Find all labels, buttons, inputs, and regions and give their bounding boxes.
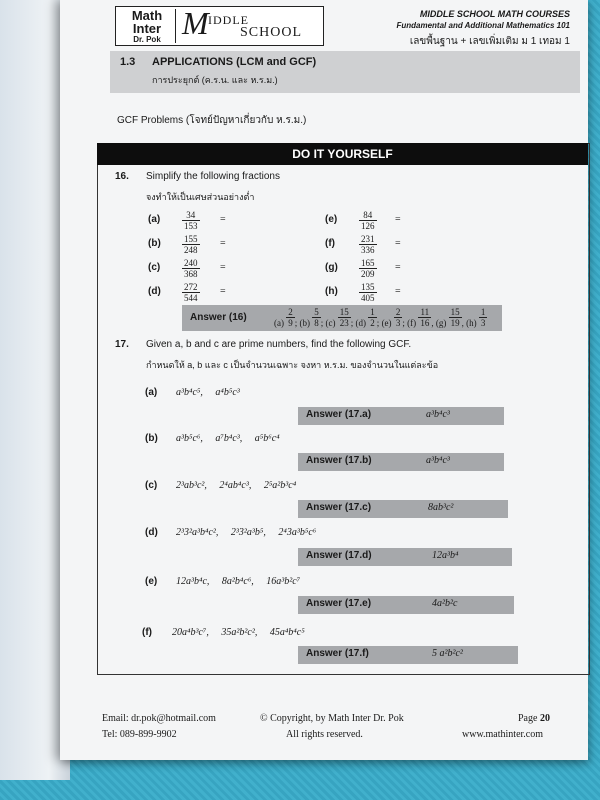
footer-tel: Tel: 089-899-9902	[102, 729, 177, 740]
q17-item-label: (d)	[145, 527, 158, 538]
q16-number: 16.	[115, 171, 129, 182]
header-course: MIDDLE SCHOOL MATH COURSES	[419, 9, 570, 19]
logo-school: SCHOOL	[240, 25, 303, 40]
answer-17e-bar: Answer (17.e) 4a²b²c	[298, 596, 514, 614]
q17-item-expr: 20a⁴b³c⁷, 35a²b²c², 45a⁴b⁴c⁵	[172, 627, 305, 638]
q17-item-label: (a)	[145, 387, 158, 398]
footer-email: Email: dr.pok@hotmail.com	[102, 713, 216, 724]
q17-item-expr: a³b⁵c⁶, a⁷b⁴c³, a⁵b⁶c⁴	[176, 433, 280, 444]
footer-rights: All rights reserved.	[286, 729, 363, 740]
q17-prompt: Given a, b and c are prime numbers, find the following GCF.	[146, 339, 412, 350]
answer-17b-bar: Answer (17.b) a³b⁴c³	[298, 453, 504, 471]
q17-item-label: (b)	[145, 433, 158, 444]
fraction: $\frac{135}{405}$	[361, 282, 375, 303]
q16-thai: จงทำให้เป็นเศษส่วนอย่างต่ำ	[146, 192, 255, 202]
logo-math: Math	[131, 8, 163, 23]
fraction: $\frac{165}{209}$	[361, 258, 375, 279]
q17-item-expr: 2³ab³c², 2⁴ab⁴c³, 2⁵a²b³c⁴	[176, 480, 297, 491]
q17-number: 17.	[115, 339, 129, 350]
answer-17c-bar: Answer (17.c) 8ab³c²	[298, 500, 508, 518]
answer-16-bar	[182, 305, 502, 331]
q16-prompt: Simplify the following fractions	[146, 171, 280, 182]
q17-item-label: (e)	[145, 576, 158, 587]
q17-item-expr: 12a³b⁴c, 8a²b⁴c⁶, 16a³b²c⁷	[176, 576, 301, 587]
q17-thai: กำหนดให้ a, b และ c เป็นจำนวนเฉพาะ จงหา ห.ร.ม. ของจำนวนในแต่ละข้อ	[146, 360, 439, 370]
logo-middle: IDDLE	[208, 13, 249, 27]
footer-website: www.mathinter.com	[462, 729, 544, 740]
document-page: Math Inter Dr. Pok M IDDLE SCHOOL MIDDLE SCHOOL MATH COURSES Fundamental and Additional Mathematics 101 เลขพื้นฐาน + เลขเพิ่มเติม ม 1 เทอม 1 1.3 APPLICATIONS (LCM and GCF) การประยุกต์ (ค.ร.น. และ ห.ร.ม.) GCF Problems (โจทย์ปัญหาเกี่ยวกับ ห.ร.ม.) DO IT YOURSELF 16. Simplify the following fractions จงทำให้เป็นเศษส่วนอย่างต่ำ (a) $\frac{34}{153}$ = (b) $\frac{155}{248}$ = (c) $\frac{240}{368}$ = (d) $\frac{272}{544}$ = (e) $\frac{84}{126}$ = (f) $\frac{231}{336}$ = (g) $\frac{165}{209}$ = (h) $\frac{135}{405}$ = Answer (16) (a) $\frac{2}{9}$ ; (b) $\frac{5}{8}$ ; (c) $\frac{15}{23}$ ; (d) $\frac{1}{2}$ ; (e) $\frac{2}{3}$ ; (f) $\frac{11}{16}$ , (g) $\frac{15}{19}$ , (h) $\frac{1}{3}$ 17. Given a, b and c are prime numbers, find the following GCF. กำหนดให้ a, b และ c เป็นจำนวนเฉพาะ จงหา ห.ร.ม. ของจำนวนในแต่ละข้อ (a) a³b⁴c⁵, a⁴b⁵c³ Answer (17.a) a³b⁴c³ (b) a³b⁵c⁶, a⁷b⁴c³, a⁵b⁶c⁴ Answer (17.b) a³b⁴c³ (c) 2³ab³c², 2⁴ab⁴c³, 2⁵a²b³c⁴ Answer (17.c) 8ab³c² (d) 2³3²a³b⁴c², 2³3²a³b⁵, 2⁴3a³b⁵c⁶ Answer (17.d) 12a³b⁴ (e) 12a³b⁴c, 8a²b⁴c⁶, 16a³b²c⁷ Answer (17.e) 4a²b²c (f) 20a⁴b³c⁷, 35a²b²c², 45a⁴b⁴c⁵ Answer (17.f) 5 a²b²c² Email: dr.pok@hotmail.com Tel: 089-899-9902 © Copyright, by Math Inter Dr. Pok All rights reserved. Page 20 www.mathinter.com	[60, 0, 588, 760]
math-inter-logo	[115, 6, 324, 46]
section-subtitle: การประยุกต์ (ค.ร.น. และ ห.ร.ม.)	[152, 75, 278, 85]
section-number: 1.3	[120, 56, 136, 68]
answer-16-values: (a) $\frac{2}{9}$ ; (b) $\frac{5}{8}$ ; (c) $\frac{15}{23}$ ; (d) $\frac{1}{2}$ ; (e) $\frac{2}{3}$ ; (f) $\frac{11}{16}$ , (g) $\frac{15}{19}$ , (h) $\frac{1}{3}$	[274, 307, 486, 328]
q17-item-label: (f)	[142, 627, 152, 638]
footer-page: Page 20	[518, 713, 550, 724]
header-thai: เลขพื้นฐาน + เลขเพิ่มเติม ม 1 เทอม 1	[409, 36, 570, 47]
answer-16-label: Answer (16)	[190, 312, 247, 323]
logo-big-m: M	[182, 5, 209, 41]
fraction: $\frac{272}{544}$	[184, 282, 198, 303]
answer-17a-bar: Answer (17.a) a³b⁴c³	[298, 407, 504, 425]
fraction: $\frac{155}{248}$	[184, 234, 198, 255]
do-it-yourself-banner: DO IT YOURSELF	[97, 143, 588, 165]
footer-copyright: © Copyright, by Math Inter Dr. Pok	[260, 713, 404, 724]
fraction: $\frac{231}{336}$	[361, 234, 375, 255]
fraction: $\frac{84}{126}$	[361, 210, 375, 231]
section-title: APPLICATIONS (LCM and GCF)	[152, 56, 317, 68]
answer-17d-bar: Answer (17.d) 12a³b⁴	[298, 548, 512, 566]
answer-17f-bar: Answer (17.f) 5 a²b²c²	[298, 646, 518, 664]
q17-item-label: (c)	[145, 480, 158, 491]
fraction: $\frac{240}{368}$	[184, 258, 198, 279]
logo-drpok: Dr. Pok	[133, 35, 161, 44]
fraction: $\frac{34}{153}$	[184, 210, 198, 231]
gcf-heading: GCF Problems (โจทย์ปัญหาเกี่ยวกับ ห.ร.ม.)	[117, 115, 307, 126]
logo-inter: Inter	[132, 21, 162, 36]
q17-item-expr: 2³3²a³b⁴c², 2³3²a³b⁵, 2⁴3a³b⁵c⁶	[176, 527, 317, 538]
header-subtitle: Fundamental and Additional Mathematics 101	[396, 21, 570, 30]
q17-item-expr: a³b⁴c⁵, a⁴b⁵c³	[176, 387, 240, 398]
math-inter-badge	[119, 9, 176, 43]
